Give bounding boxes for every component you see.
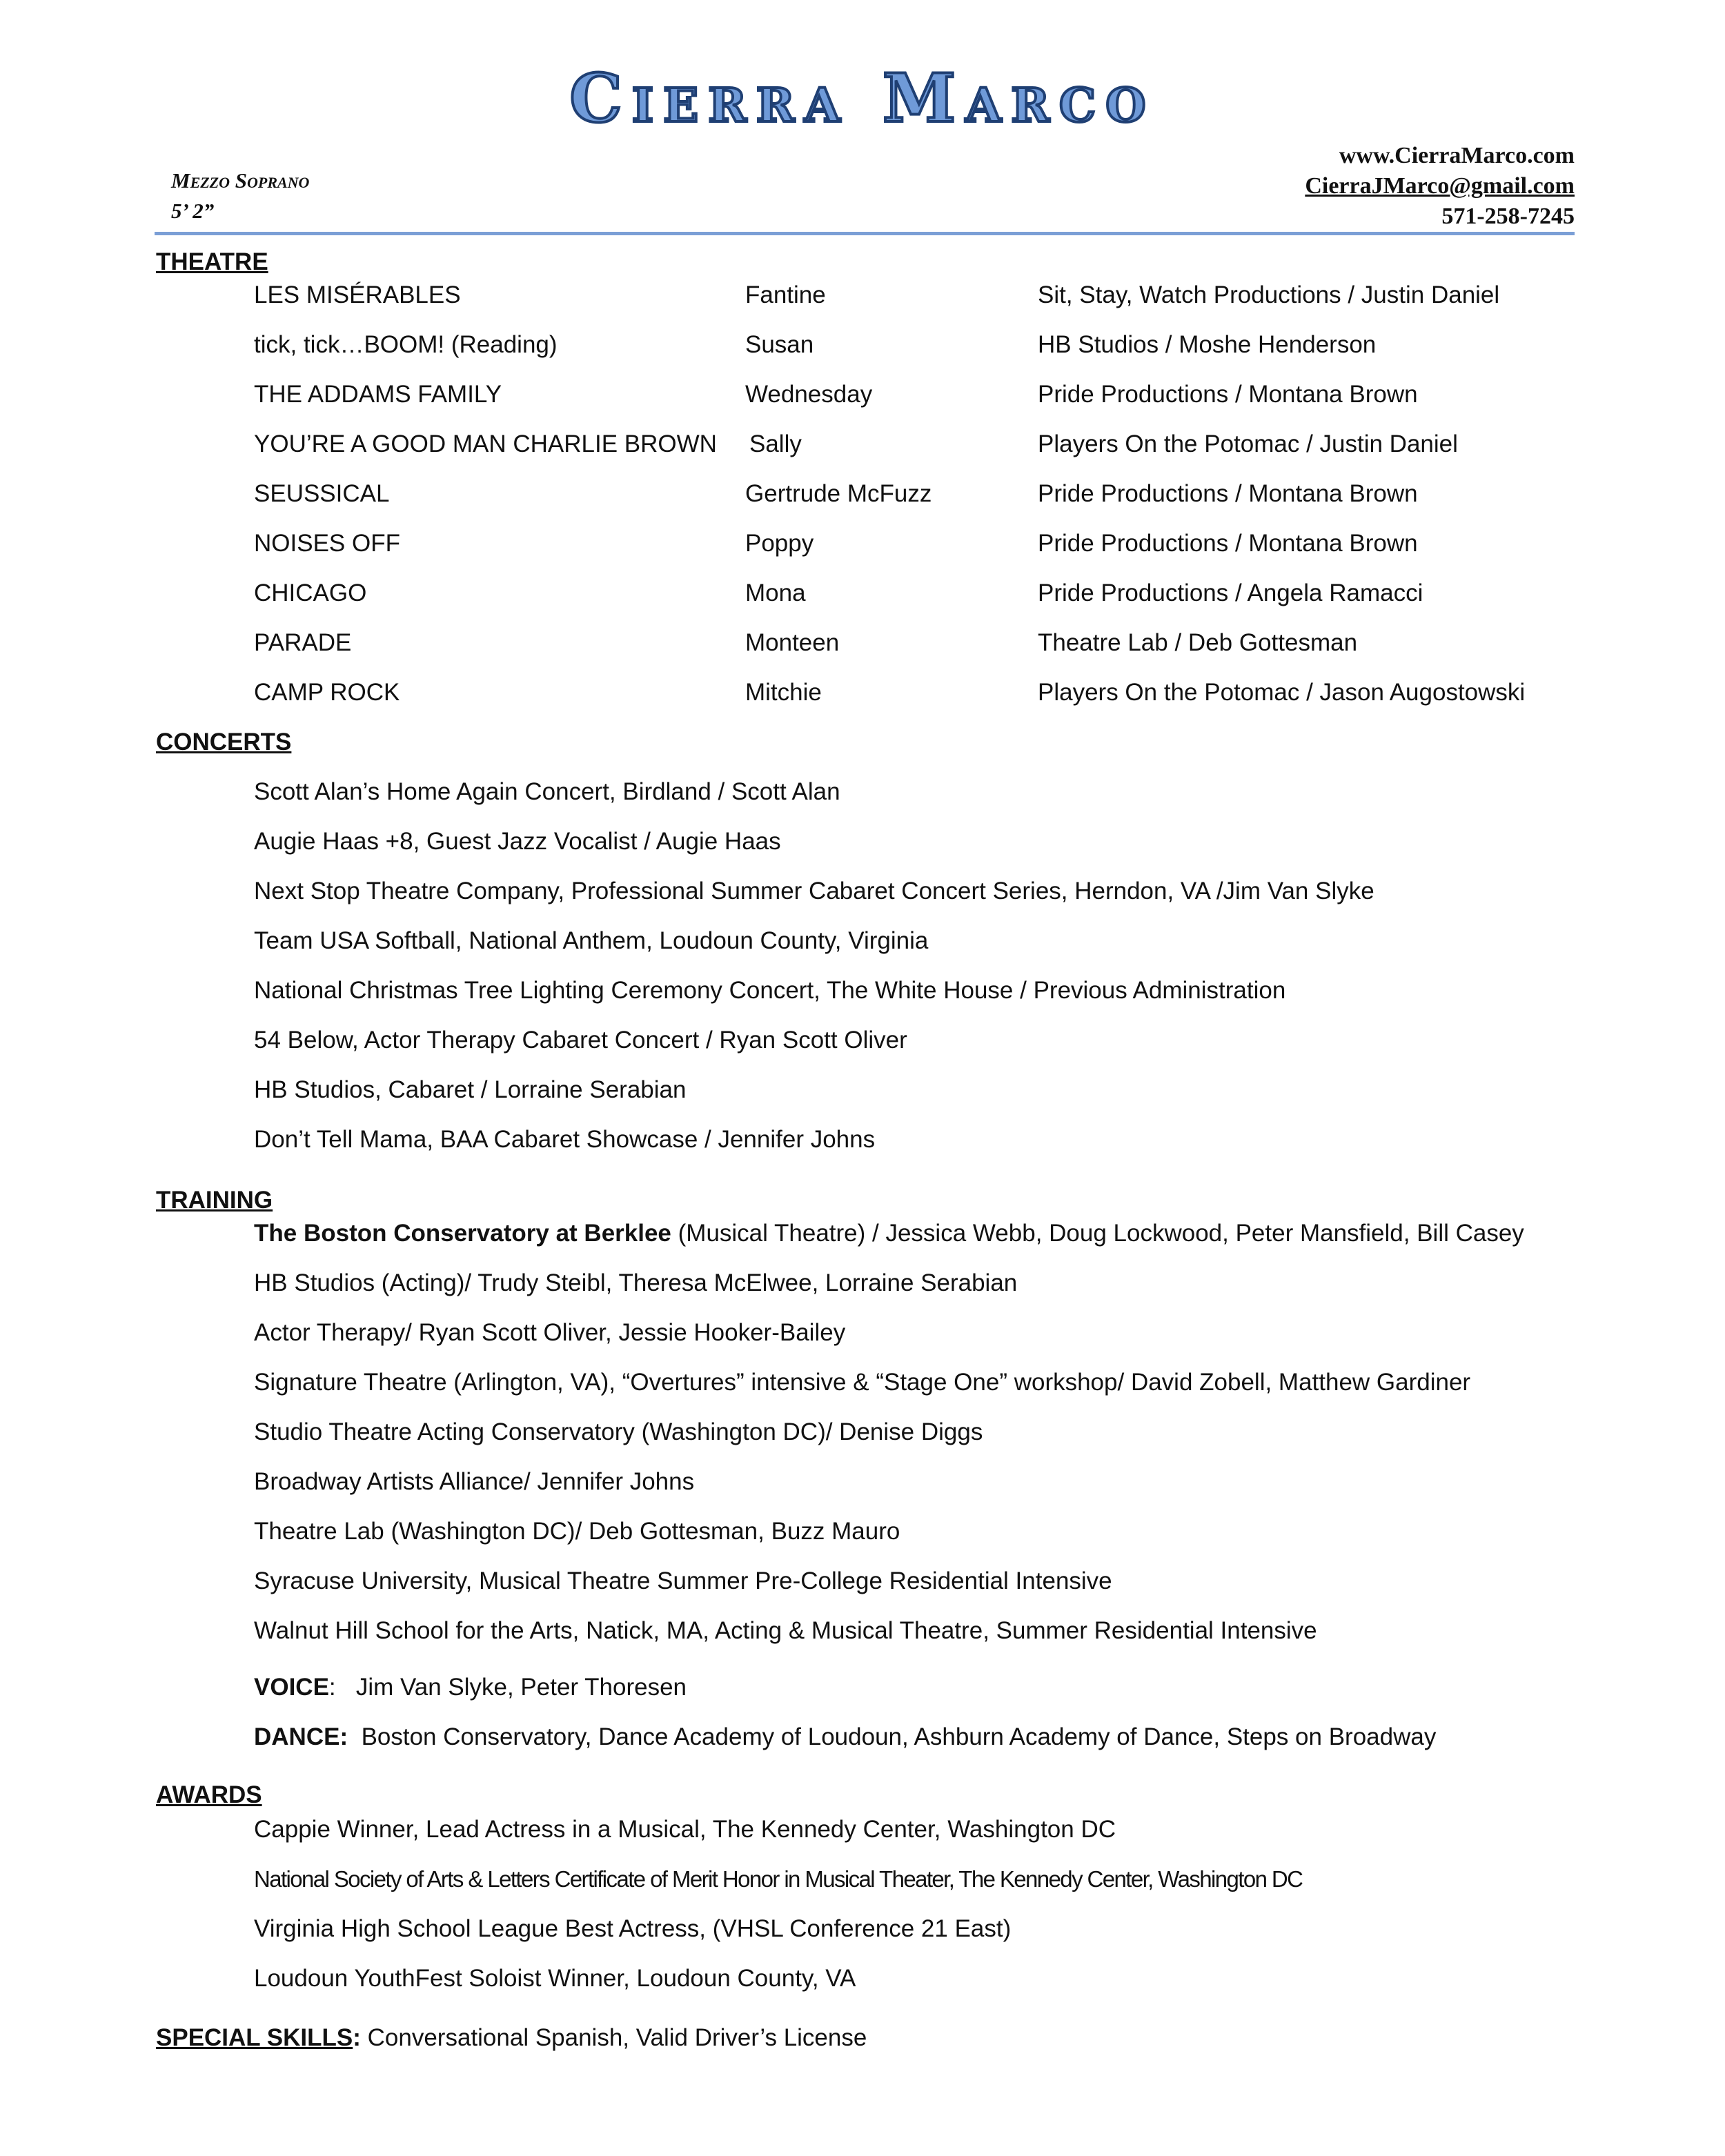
dance-training: [254, 1722, 1436, 1752]
concert-item: Don’t Tell Mama, BAA Cabaret Showcase / Jennifer Johns: [254, 1126, 876, 1153]
concert-item: Next Stop Theatre Company, Professional Summer Cabaret Concert Series, Herndon, VA /Jim Van Slyke: [254, 878, 1374, 904]
section-heading-awards: AWARDS: [156, 1781, 262, 1808]
section-heading-theatre: THEATRE: [156, 248, 268, 275]
theatre-role: Poppy: [745, 530, 814, 557]
training-school: The Boston Conservatory at Berklee: [254, 1220, 671, 1247]
concert-item: HB Studios, Cabaret / Lorraine Serabian: [254, 1076, 687, 1103]
theatre-show: CAMP ROCK: [254, 679, 400, 706]
training-detail: (Musical Theatre) / Jessica Webb, Doug Lockwood, Peter Mansfield, Bill Casey: [671, 1220, 1524, 1247]
theatre-show: tick, tick…BOOM! (Reading): [254, 331, 558, 358]
contact-info: [1305, 141, 1575, 232]
theatre-role: Wednesday: [745, 381, 873, 408]
award-item: Cappie Winner, Lead Actress in a Musical, The Kennedy Center, Washington DC: [254, 1816, 1116, 1843]
vitals: [171, 166, 309, 226]
concert-item: Scott Alan’s Home Again Concert, Birdland / Scott Alan: [254, 778, 840, 805]
theatre-show: PARADE: [254, 629, 352, 656]
concert-item: Augie Haas +8, Guest Jazz Vocalist / Augie Haas: [254, 828, 781, 855]
dance-schools: Boston Conservatory, Dance Academy of Loudoun, Ashburn Academy of Dance, Steps on Broadway: [361, 1723, 1437, 1750]
training-item: Actor Therapy/ Ryan Scott Oliver, Jessie Hooker-Bailey: [254, 1319, 846, 1346]
theatre-company: Pride Productions / Montana Brown: [1038, 480, 1418, 507]
voice-teachers: Jim Van Slyke, Peter Thoresen: [355, 1674, 687, 1701]
theatre-company: Players On the Potomac / Jason Augostowski: [1038, 679, 1526, 706]
section-heading-concerts: CONCERTS: [156, 729, 292, 755]
theatre-role: Gertrude McFuzz: [745, 480, 932, 507]
special-skills-spacer: [361, 2024, 368, 2051]
special-skills-label: SPECIAL SKILLS: [156, 2024, 353, 2051]
training-item: Theatre Lab (Washington DC)/ Deb Gottesman, Buzz Mauro: [254, 1518, 900, 1545]
special-skills: [156, 2023, 867, 2053]
dance-label: DANCE:: [254, 1723, 348, 1750]
concert-item: Team USA Softball, National Anthem, Loudoun County, Virginia: [254, 927, 929, 954]
theatre-show: THE ADDAMS FAMILY: [254, 381, 502, 408]
dance-spacer: [348, 1723, 361, 1750]
voice-training: [254, 1672, 687, 1703]
phone-number: 571-258-7245: [1441, 204, 1575, 229]
award-item: Virginia High School League Best Actress, (VHSL Conference 21 East): [254, 1915, 1012, 1942]
theatre-show: LES MISÉRABLES: [254, 281, 461, 308]
theatre-company: Pride Productions / Angela Ramacci: [1038, 580, 1423, 606]
special-skills-colon: :: [353, 2024, 361, 2051]
theatre-show: YOU’RE A GOOD MAN CHARLIE BROWN: [254, 431, 717, 457]
theatre-role: Fantine: [745, 281, 826, 308]
website-link[interactable]: www.CierraMarco.com: [1339, 143, 1575, 168]
award-item: Loudoun YouthFest Soloist Winner, Loudoun County, VA: [254, 1965, 856, 1992]
training-item: [254, 1218, 1524, 1249]
theatre-show: NOISES OFF: [254, 530, 400, 557]
section-heading-training: TRAINING: [156, 1187, 273, 1214]
special-skills-value: Conversational Spanish, Valid Driver’s License: [367, 2024, 867, 2051]
theatre-show: CHICAGO: [254, 580, 367, 606]
voice-type: Mezzo Soprano: [171, 168, 310, 192]
concert-item: 54 Below, Actor Therapy Cabaret Concert / Ryan Scott Oliver: [254, 1027, 907, 1054]
theatre-company: Pride Productions / Montana Brown: [1038, 530, 1418, 557]
training-item: Signature Theatre (Arlington, VA), “Overtures” intensive & “Stage One” workshop/ David Zobell, Matthew Gardiner: [254, 1369, 1471, 1396]
theatre-role: Mona: [745, 580, 806, 606]
theatre-company: Theatre Lab / Deb Gottesman: [1038, 629, 1358, 656]
header-divider: [155, 232, 1575, 235]
theatre-role: Mitchie: [745, 679, 822, 706]
height: 5’ 2”: [171, 199, 215, 223]
theatre-company: Players On the Potomac / Justin Daniel: [1038, 431, 1458, 457]
voice-label: VOICE: [254, 1674, 329, 1701]
training-item: Studio Theatre Acting Conservatory (Washington DC)/ Denise Diggs: [254, 1418, 983, 1445]
email-link[interactable]: CierraJMarco@gmail.com: [1305, 173, 1575, 199]
concert-item: National Christmas Tree Lighting Ceremony Concert, The White House / Previous Administration: [254, 977, 1286, 1004]
voice-colon: :: [328, 1674, 356, 1701]
training-item: HB Studios (Acting)/ Trudy Steibl, Theresa McElwee, Lorraine Serabian: [254, 1269, 1018, 1296]
award-item: National Society of Arts & Letters Certificate of Merit Honor in Musical Theater, The Kennedy Center, Washington DC: [254, 1866, 1303, 1892]
theatre-company: Sit, Stay, Watch Productions / Justin Daniel: [1038, 281, 1500, 308]
theatre-company: Pride Productions / Montana Brown: [1038, 381, 1418, 408]
page-title: Cierra Marco: [569, 59, 1156, 137]
training-item: Syracuse University, Musical Theatre Summer Pre-College Residential Intensive: [254, 1567, 1112, 1594]
training-item: Broadway Artists Alliance/ Jennifer Johns: [254, 1468, 695, 1495]
theatre-role: Monteen: [745, 629, 840, 656]
theatre-role: Sally: [749, 431, 802, 457]
theatre-role: Susan: [745, 331, 814, 358]
theatre-show: SEUSSICAL: [254, 480, 390, 507]
training-item: Walnut Hill School for the Arts, Natick, MA, Acting & Musical Theatre, Summer Residential Intensive: [254, 1617, 1317, 1644]
theatre-company: HB Studios / Moshe Henderson: [1038, 331, 1377, 358]
